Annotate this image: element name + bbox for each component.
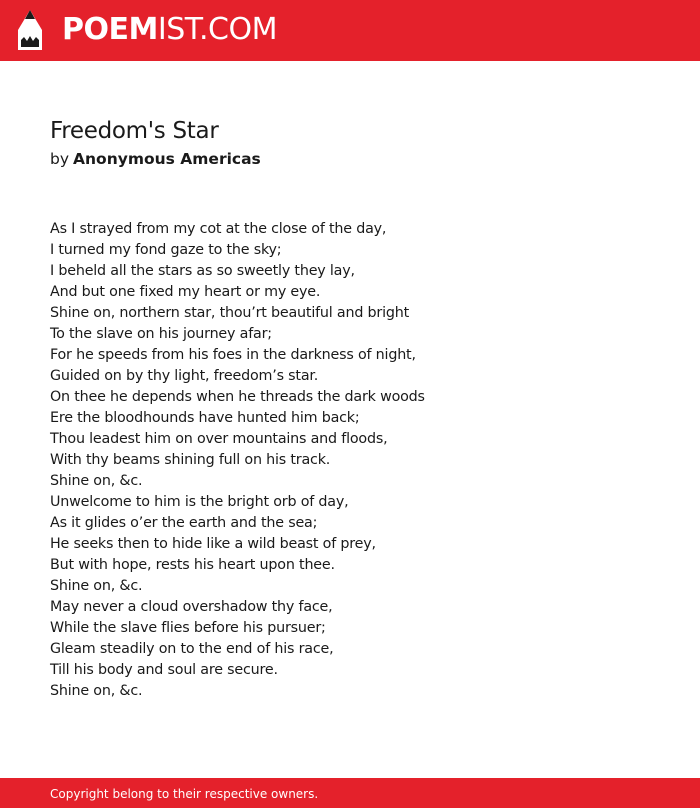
brand-bold: POEM xyxy=(62,12,158,47)
poem-line: I turned my fond gaze to the sky; xyxy=(50,242,282,258)
site-header xyxy=(0,0,700,61)
poem-line: Shine on, &c. xyxy=(50,683,143,699)
poem-line: Shine on, &c. xyxy=(50,578,143,594)
author-link[interactable]: Anonymous Americas xyxy=(73,150,261,168)
poem-line: Till his body and soul are secure. xyxy=(50,662,278,678)
poem-line: Guided on by thy light, freedom’s star. xyxy=(50,368,319,384)
pencil-tip-icon[interactable] xyxy=(18,10,42,50)
poem-line: But with hope, rests his heart upon thee. xyxy=(50,557,335,573)
by-label: by xyxy=(50,150,70,168)
poem-line: May never a cloud overshadow thy face, xyxy=(50,599,333,615)
poem-line: On thee he depends when he threads the dark woods xyxy=(50,389,425,405)
poem-line: And but one fixed my heart or my eye. xyxy=(50,284,321,300)
poem-line: While the slave flies before his pursuer; xyxy=(50,620,326,636)
poem-line: I beheld all the stars as so sweetly they lay, xyxy=(50,263,355,279)
brand-light: IST.COM xyxy=(157,12,277,47)
poem-line: Ere the bloodhounds have hunted him back; xyxy=(50,410,360,426)
copyright-text: Copyright belong to their respective owners. xyxy=(50,787,319,801)
site-footer xyxy=(0,778,700,808)
poem-line: With thy beams shining full on his track. xyxy=(50,452,331,468)
site-logo-link[interactable] xyxy=(62,12,277,48)
poem-line: Shine on, &c. xyxy=(50,473,143,489)
byline xyxy=(50,149,261,169)
poem-line: For he speeds from his foes in the darkness of night, xyxy=(50,347,416,363)
poem-line: He seeks then to hide like a wild beast of prey, xyxy=(50,536,376,552)
poem-title: Freedom's Star xyxy=(50,118,219,144)
poem-line: Unwelcome to him is the bright orb of day, xyxy=(50,494,349,510)
poem-line: As I strayed from my cot at the close of the day, xyxy=(50,221,387,237)
poem-line: Gleam steadily on to the end of his race, xyxy=(50,641,334,657)
poem-line: Shine on, northern star, thou’rt beautiful and bright xyxy=(50,305,410,321)
poem-body xyxy=(50,219,650,702)
poem-line: Thou leadest him on over mountains and floods, xyxy=(50,431,388,447)
poem-line: As it glides o’er the earth and the sea; xyxy=(50,515,318,531)
poem-line: To the slave on his journey afar; xyxy=(50,326,272,342)
